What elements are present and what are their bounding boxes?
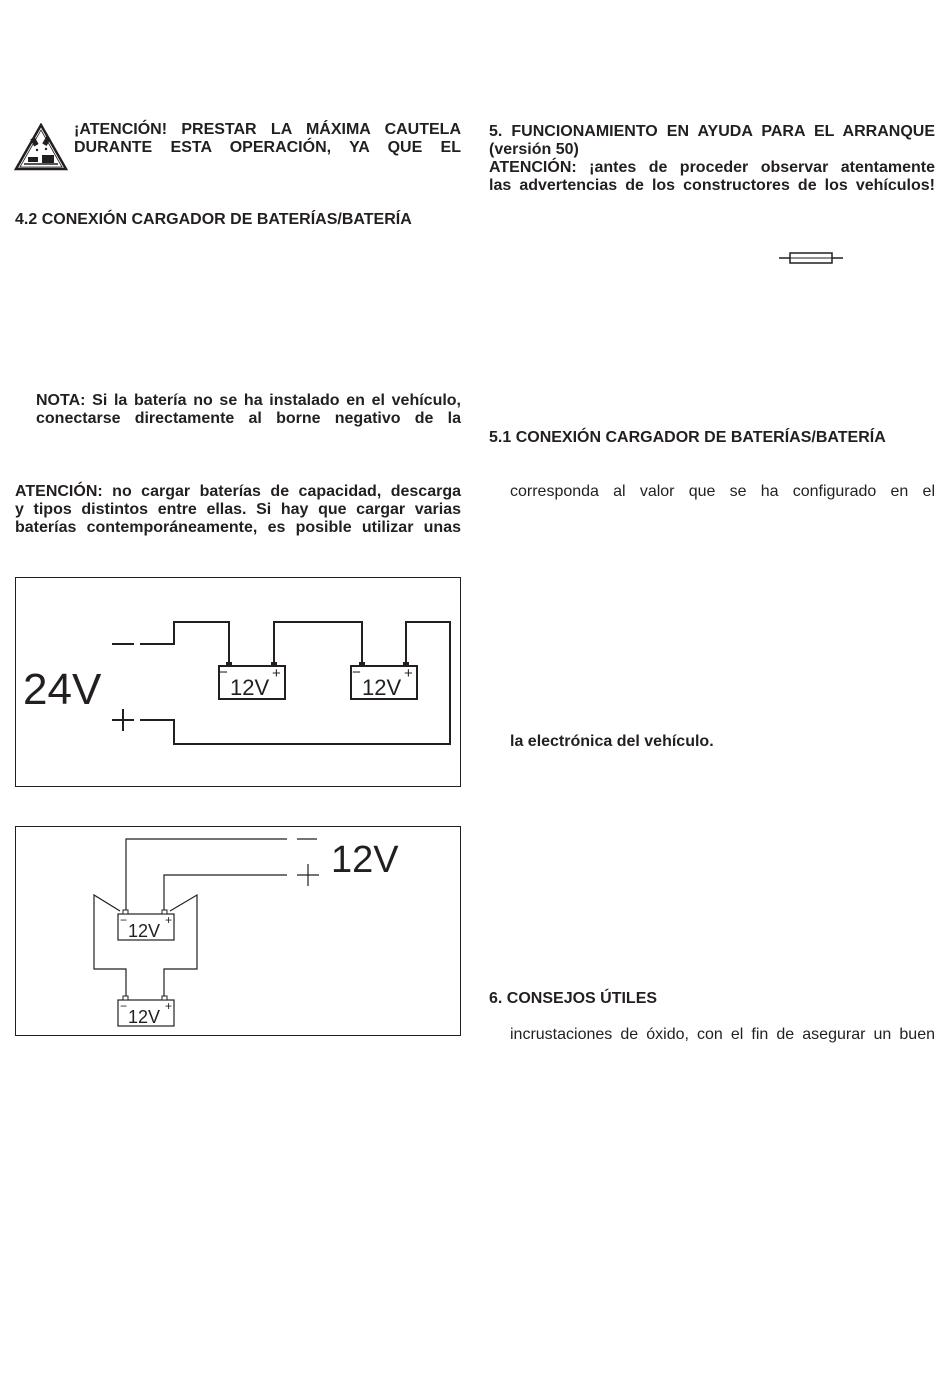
nota-line-2: conectarse directamente al borne negativo de la [36, 410, 461, 427]
parallel-battery-2-plus: + [165, 999, 173, 1013]
parallel-battery-2-label: 12V [128, 1007, 161, 1027]
right-atencion-line-1: ATENCIÓN: ¡antes de proceder observar atentamente [489, 159, 935, 176]
section-heading-4-2: 4.2 CONEXIÓN CARGADOR DE BATERÍAS/BATERÍA [15, 211, 412, 228]
series-total-voltage: 24V [23, 665, 102, 714]
parallel-total-voltage: 12V [331, 839, 399, 881]
series-battery-2-minus: − [352, 664, 361, 681]
nota-line-1: NOTA: Si la batería no se ha instalado en el vehículo, [36, 392, 461, 409]
warning-line-1: ¡ATENCIÓN! PRESTAR LA MÁXIMA CAUTELA [74, 121, 461, 138]
atencion-line-1: ATENCIÓN: no cargar baterías de capacidad, descarga [15, 483, 461, 500]
electronica-line: la electrónica del vehículo. [510, 733, 714, 750]
parallel-battery-1-minus: − [120, 913, 128, 927]
parallel-battery-1-label: 12V [128, 921, 161, 941]
series-battery-1-plus: + [272, 665, 281, 682]
series-battery-2-plus: + [404, 665, 413, 682]
series-connection-diagram [15, 577, 461, 787]
series-battery-1-minus: − [219, 664, 228, 681]
fuse-symbol-icon [779, 250, 843, 266]
corresponda-line: corresponda al valor que se ha configurado en el [510, 483, 935, 500]
parallel-connection-diagram [15, 826, 461, 1036]
parallel-battery-1-plus: + [165, 913, 173, 927]
incrustaciones-line: incrustaciones de óxido, con el fin de asegurar un buen [510, 1026, 935, 1043]
section-heading-5-line-2: (versión 50) [489, 141, 579, 158]
section-heading-5-line-1: 5. FUNCIONAMIENTO EN AYUDA PARA EL ARRANQUE [489, 123, 935, 140]
section-heading-5-1: 5.1 CONEXIÓN CARGADOR DE BATERÍAS/BATERÍA [489, 429, 886, 446]
series-battery-1-label: 12V [230, 675, 270, 700]
corrosive-warning-icon [14, 123, 68, 171]
section-heading-6: 6. CONSEJOS ÚTILES [489, 990, 658, 1007]
warning-line-2: DURANTE ESTA OPERACIÓN, YA QUE EL [74, 139, 461, 156]
atencion-line-3: baterías contemporáneamente, es posible utilizar unas [15, 519, 461, 536]
parallel-battery-2-minus: − [120, 999, 128, 1013]
atencion-line-2: y tipos distintos entre ellas. Si hay que cargar varias [15, 501, 461, 518]
series-battery-2-label: 12V [362, 675, 402, 700]
right-atencion-line-2: las advertencias de los constructores de los vehículos! [489, 177, 935, 194]
